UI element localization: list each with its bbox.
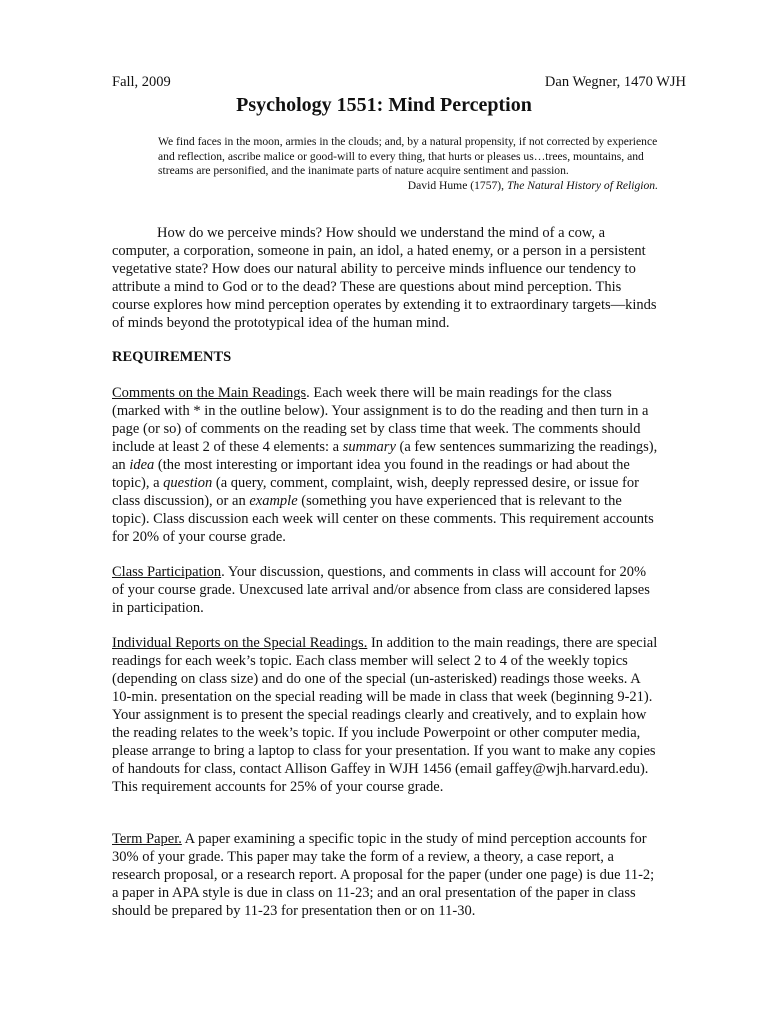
participation-section (112, 563, 660, 617)
comments-text-3: (the most interesting or important idea you found in the readings or had about the topic), a (112, 457, 630, 491)
intro-paragraph (112, 224, 660, 332)
paper-section (112, 830, 660, 920)
comments-text-4: (a query, comment, complaint, wish, deeply repressed desire, or issue for class discussion), or an (112, 475, 639, 509)
reports-paragraph (112, 634, 660, 796)
comments-text-2: (a few sentences summarizing the readings), an (112, 439, 658, 473)
comments-example-term: example (249, 493, 298, 509)
participation-paragraph (112, 563, 660, 617)
epigraph-author: David Hume (1757), (407, 178, 507, 192)
comments-text-5: (something you have experienced that is relevant to the topic). Class discussion each week will center on these comments. This requirement accounts for 20% of your course grade. (112, 493, 654, 545)
epigraph-work: The Natural History of Religion. (506, 178, 658, 192)
comments-idea-term: idea (129, 457, 155, 473)
comments-label: Comments on the Main Readings (112, 385, 307, 401)
intro-text: How do we perceive minds? How should we understand the mind of a cow, a computer, a corporation, someone in pain, an idol, a hated enemy, or a person in a persistent vegetative state? How does our natural ability to perceive minds influence our tendency to attribute a mind to God or to the dead? These are questions about mind perception. This course explores how mind perception operates by extending it to extraordinary targets—kinds of minds beyond the prototypical idea of the human mind. (112, 225, 657, 331)
comments-summary-term: summary (342, 439, 396, 455)
participation-label: Class Participation (112, 564, 222, 580)
epigraph (158, 135, 658, 193)
reports-label: Individual Reports on the Special Readings. (112, 635, 368, 651)
term-label: Fall, 2009 (112, 74, 171, 90)
comments-text-1: . Each week there will be main readings for the class (marked with * in the outline below). Your assignment is to do the reading and then turn in a page (or so) of comments on the reading set by class time that week. The comments should include at least 2 of these 4 elements: a (112, 385, 649, 455)
paper-paragraph (112, 830, 660, 920)
page-header (112, 74, 686, 94)
reports-section (112, 634, 660, 796)
paper-label: Term Paper. (112, 831, 182, 847)
comments-paragraph (112, 384, 660, 546)
paper-text: A paper examining a specific topic in the study of mind perception accounts for 30% of your grade. This paper may take the form of a review, a theory, a case report, a research proposal, or a research report. A proposal for the paper (under one page) is due 11-2; a paper in APA style is due in class on 11-23; and an oral presentation of the paper in class should be prepared by 11-23 for presentation then or on 11-30. (112, 831, 655, 919)
course-title: Psychology 1551: Mind Perception (236, 94, 532, 116)
participation-text: . Your discussion, questions, and comments in class will account for 20% of your course grade. Unexcused late arrival and/or absence from class are considered lapses in participation. (112, 564, 650, 616)
epigraph-attribution (158, 179, 658, 194)
comments-question-term: question (163, 475, 213, 491)
reports-text: In addition to the main readings, there are special readings for each week’s topic. Each class member will select 2 to 4 of the weekly topics (depending on class size) and do one of the special (un-asterisked) readings those weeks. A 10-min. presentation on the special reading will be made in class that week (beginning 9-21). Your assignment is to present the special readings clearly and creatively, and to explain how the reading relates to the week’s topic. If you include Powerpoint or other computer media, please arrange to bring a laptop to class for your presentation. If you want to make any copies of handouts for class, contact Allison Gaffey in WJH 1456 (email gaffey@wjh.harvard.edu). This requirement accounts for 25% of your course grade. (112, 635, 658, 795)
requirements-heading: REQUIREMENTS (112, 349, 232, 365)
comments-section (112, 384, 660, 546)
epigraph-text: We find faces in the moon, armies in the clouds; and, by a natural propensity, if not corrected by experience and reflection, ascribe malice or good-will to every thing, that hurts or pleases us…trees, mountains, and streams are personified, and the inanimate parts of nature acquire sentiment and passion. (158, 135, 658, 177)
instructor-label: Dan Wegner, 1470 WJH (544, 74, 686, 90)
